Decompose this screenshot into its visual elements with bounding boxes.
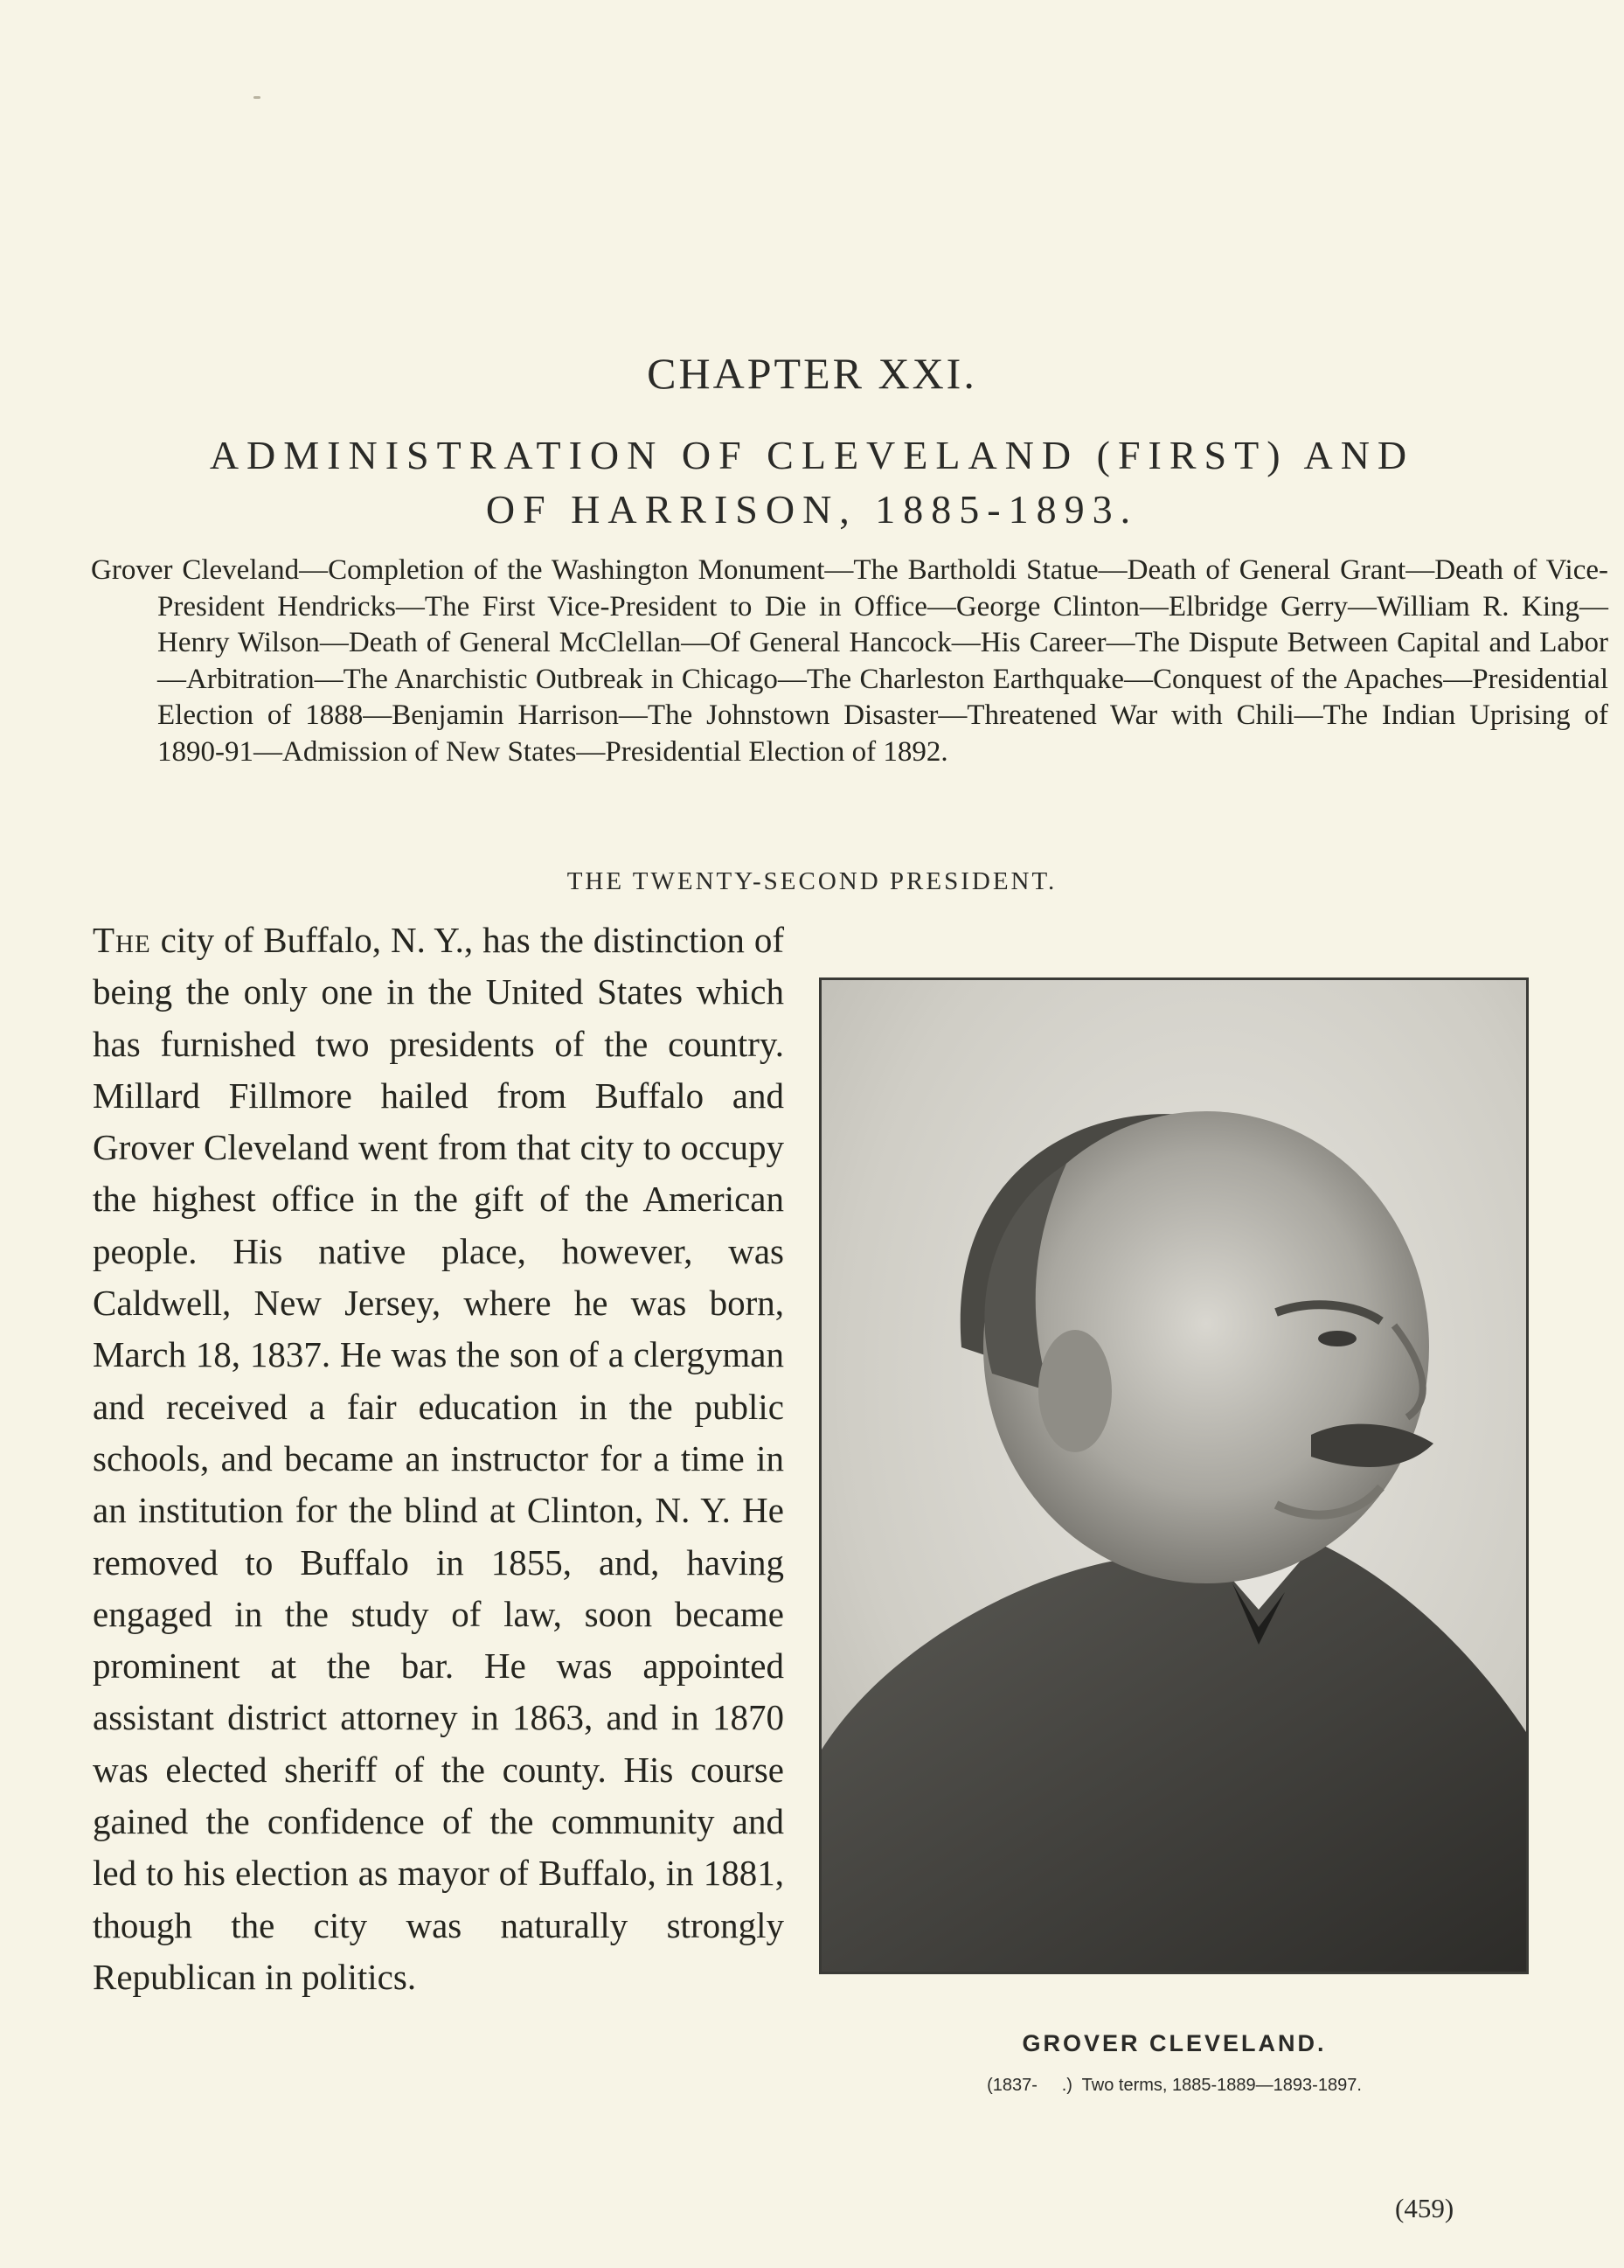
portrait-figure (805, 977, 1544, 2116)
portrait-caption-name: GROVER CLEVELAND. (1022, 2030, 1327, 2056)
chapter-title-line-2: OF HARRISON, 1885-1893. (485, 487, 1139, 532)
chapter-synopsis: Grover Cleveland—Completion of the Washington Monument—The Bartholdi Statue—Death of General Grant—Death of Vice-President Hendricks—The First Vice-President to Die in Office—George Clinton—Elbridge Gerry—William R. King—Henry Wilson—Death of General McClellan—Of General Hancock—His Career—The Dispute Between Capital and Labor—Arbitration—The Anarchistic Outbreak in Chicago—The Charleston Earthquake—Conquest of the Apaches—Presidential Election of 1888—Benjamin Harrison—The Johnstown Disaster—Threatened War with Chili—The Indian Uprising of 1890-91—Admission of New States—Presidential Election of 1892. (91, 554, 1608, 768)
portrait-caption-dates: (1837- .) Two terms, 1885-1889—1893-1897. (987, 2076, 1362, 2095)
page-number: (459) (1395, 2193, 1454, 2223)
body-paragraph (93, 915, 1544, 2119)
body-text: city of Buffalo, N. Y., has the distinction of being the only one in the United States which has furnished two presidents of the country. Millard Fillmore hailed from Buffalo and Grover Cleveland went from that city to occupy the highest office in the gift of the American people. His native place, however, was Caldwell, New Jersey, where he was born, March 18, 1837. He was the son of a clergyman and received a fair education in the public schools, and became an instructor for a time in an institution for the blind at Clinton, N. Y. He removed to Buffalo in 1855, and, having engaged in the study of law, soon became prominent at the bar. He was appointed assistant district attorney in 1863, and in 1870 was elected sheriff of the county. His course gained the confidence of the community and led to his election as mayor of Buffalo, in 1881, though the city was naturally strongly Republican in politics. (93, 920, 784, 1997)
chapter-title-line-1: ADMINISTRATION OF CLEVELAND (FIRST) AND (209, 433, 1415, 477)
body-lead-word: The (93, 920, 151, 960)
chapter-number: CHAPTER XXI. (647, 349, 977, 398)
section-heading: THE TWENTY-SECOND PRESIDENT. (566, 867, 1058, 895)
paper-speck (253, 96, 260, 99)
portrait-illustration (822, 980, 1526, 1972)
chapter-title (87, 428, 1537, 537)
portrait-image (819, 977, 1529, 1974)
